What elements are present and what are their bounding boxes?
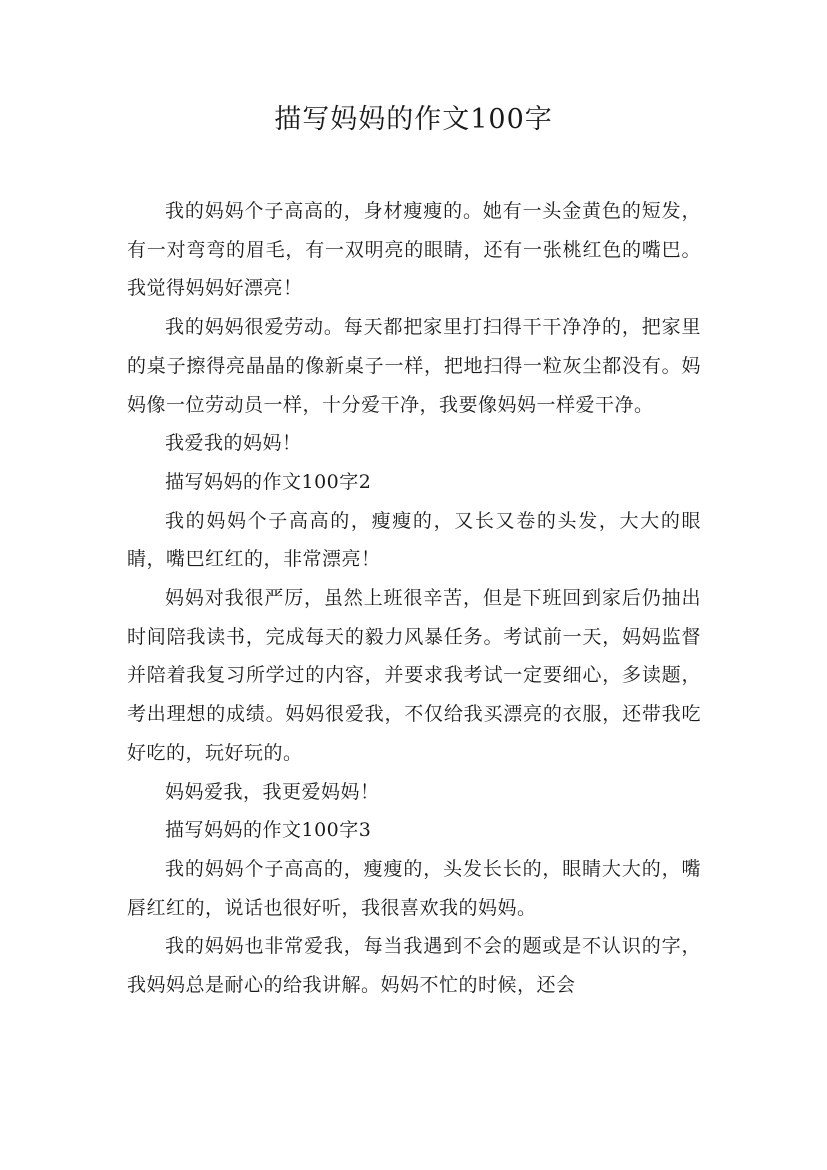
section-heading: 描写妈妈的作文100字3 [165, 819, 372, 842]
paragraph: 我的妈妈很爱劳动。每天都把家里打扫得干干净净的，把家里的桌子擦得亮晶晶的像新桌子一样，把地扫得一粒灰尘都没有。妈妈像一位劳动员一样，十分爱干净，我要像妈妈一样爱干净。 [127, 316, 701, 416]
paragraph: 我爱我的妈妈！ [165, 432, 302, 455]
paragraph: 我的妈妈个子高高的，身材瘦瘦的。她有一头金黄色的短发，有一对弯弯的眉毛，有一双明亮的眼睛，还有一张桃红色的嘴巴。我觉得妈妈好漂亮！ [127, 200, 701, 300]
document-title: 描写妈妈的作文100字 [274, 104, 553, 135]
document-body [127, 192, 701, 1005]
section-heading: 描写妈妈的作文100字2 [165, 470, 372, 493]
paragraph: 妈妈爱我，我更爱妈妈！ [165, 780, 380, 803]
paragraph: 我的妈妈也非常爱我，每当我遇到不会的题或是不认识的字，我妈妈总是耐心的给我讲解。妈妈不忙的时候，还会 [127, 935, 701, 997]
paragraph: 我的妈妈个子高高的，瘦瘦的，头发长长的，眼睛大大的，嘴唇红红的，说话也很好听，我很喜欢我的妈妈。 [127, 857, 701, 919]
paragraph: 我的妈妈个子高高的，瘦瘦的，又长又卷的头发，大大的眼睛，嘴巴红红的，非常漂亮！ [127, 509, 701, 571]
paragraph: 妈妈对我很严厉，虽然上班很辛苦，但是下班回到家后仍抽出时间陪我读书，完成每天的毅力风暴任务。考试前一天，妈妈监督并陪着我复习所学过的内容，并要求我考试一定要细心，多读题，考出理想的成绩。妈妈很爱我，不仅给我买漂亮的衣服，还带我吃好吃的，玩好玩的。 [127, 587, 701, 764]
